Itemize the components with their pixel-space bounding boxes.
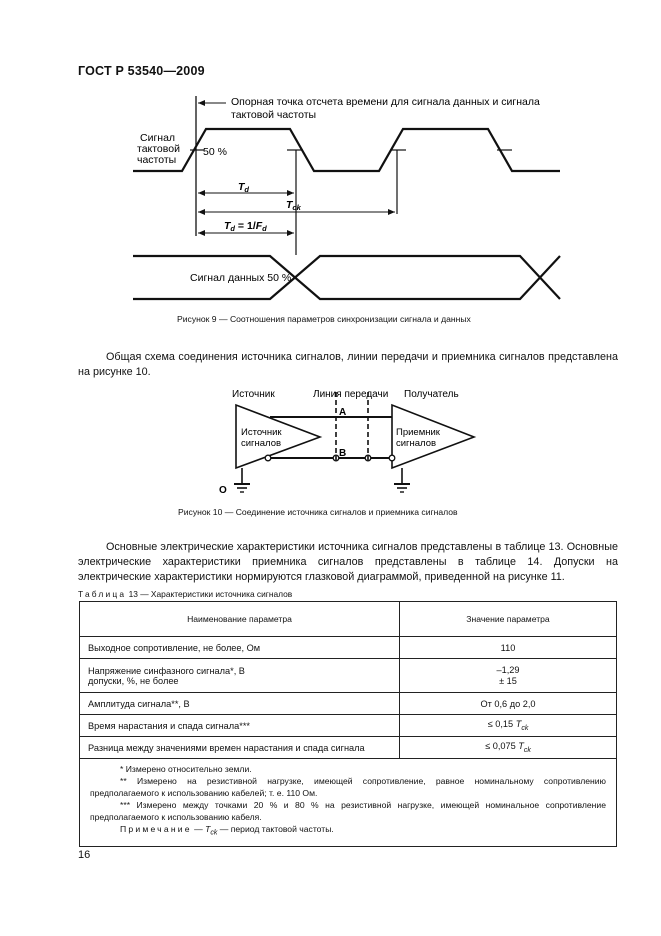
column-header-name: Наименование параметра xyxy=(80,602,400,637)
note-1: * Измерено относительно земли. xyxy=(120,764,252,774)
param-value-line-2: ± 15 xyxy=(499,675,517,686)
column-header-value: Значение параметра xyxy=(400,602,617,637)
table-row xyxy=(80,693,617,715)
reference-arrowhead xyxy=(198,100,205,106)
clock-50-label: 50 % xyxy=(203,146,227,158)
source-title: Источник xyxy=(232,389,275,400)
line-title: Линия передачи xyxy=(313,389,389,400)
table-13-label: Таблица 13 — Характеристики источника сигналов xyxy=(78,589,293,599)
param-name-line-1: Напряжение синфазного сигнала*, В xyxy=(88,665,245,676)
clock-label-2: тактовой xyxy=(137,143,180,155)
source-inner-2: сигналов xyxy=(241,438,282,449)
param-value: 110 xyxy=(400,637,617,659)
param-name: Выходное сопротивление, не более, Ом xyxy=(80,637,400,659)
param-name-line-2: допуски, %, не более xyxy=(88,675,179,686)
ground-o-label: O xyxy=(219,485,227,496)
param-value: От 0,6 до 2,0 xyxy=(400,693,617,715)
param-name: Амплитуда сигнала**, В xyxy=(80,693,400,715)
param-name: Время нарастания и спада сигнала*** xyxy=(80,715,400,737)
table-row xyxy=(80,737,617,759)
receiver-title: Получатель xyxy=(404,389,459,400)
figure-10-caption: Рисунок 10 — Соединение источника сигналов и приемника сигналов xyxy=(178,507,458,517)
clock-label-1: Сигнал xyxy=(140,132,176,144)
td-label: Td xyxy=(238,181,250,194)
param-value xyxy=(400,659,617,693)
figure-9-timing-diagram xyxy=(0,0,661,330)
data-signal-label: Сигнал данных 50 % xyxy=(190,272,292,284)
figure-10-connection-diagram xyxy=(0,380,661,500)
reference-label-2: тактовой частоты xyxy=(231,109,317,121)
figure-9-caption: Рисунок 9 — Соотношения параметров синхронизации сигнала и данных xyxy=(177,314,471,324)
table-13 xyxy=(79,601,617,847)
param-name: Разница между значениями времен нарастания и спада сигнала xyxy=(80,737,400,759)
table-notes-row xyxy=(80,759,617,847)
main-paragraph: Основные электрические характеристики источника сигналов представлены в таблице 13. Основные электрические характеристики приемника сигналов представлены в таблице 14. Допуски на электрические характеристики нормируются глазковой диаграммой, приведенной на рисунке 11. xyxy=(78,541,618,583)
table-row xyxy=(80,659,617,693)
tck-label: Tck xyxy=(286,199,301,212)
receiver-inner-2: сигналов xyxy=(396,438,437,449)
note-3: *** Измерено между точками 20 % и 80 % на резистивной нагрузке, имеющей номинальное сопротивление предполагаемого к использованию кабеля. xyxy=(90,800,606,822)
param-value: ≤ 0,075 $T_{ck}$ xyxy=(400,737,617,759)
table-notes xyxy=(80,759,617,847)
param-name xyxy=(80,659,400,693)
param-value: ≤ 0,15 $T_{ck}$ xyxy=(400,715,617,737)
param-value-line-1: –1,29 xyxy=(496,664,520,675)
remark: Примечание — $T_{ck}$ — период тактовой частоты. xyxy=(120,824,334,837)
receiver-inner-1: Приемник xyxy=(396,427,440,438)
table-row xyxy=(80,637,617,659)
page-number: 16 xyxy=(78,849,91,861)
intro-paragraph: Общая схема соединения источника сигналов, линии передачи и приемника сигналов представлена на рисунке 10. xyxy=(78,351,618,378)
point-a-label: A xyxy=(339,407,347,418)
reference-label-1: Опорная точка отсчета времени для сигнала данных и сигнала xyxy=(231,96,540,108)
point-b-label: B xyxy=(339,448,347,459)
document-header: ГОСТ Р 53540—2009 xyxy=(78,64,205,78)
td-eq-label: Td = 1/Fd xyxy=(224,220,267,233)
clock-label-3: частоты xyxy=(137,154,177,166)
source-inner-1: Источник xyxy=(241,427,282,438)
table-row xyxy=(80,715,617,737)
note-2: ** Измерено на резистивной нагрузке, имеющей сопротивление, равное номинальному сопротивлению предполагаемого к использованию кабелей; т. е. 110 Ом. xyxy=(90,776,606,798)
